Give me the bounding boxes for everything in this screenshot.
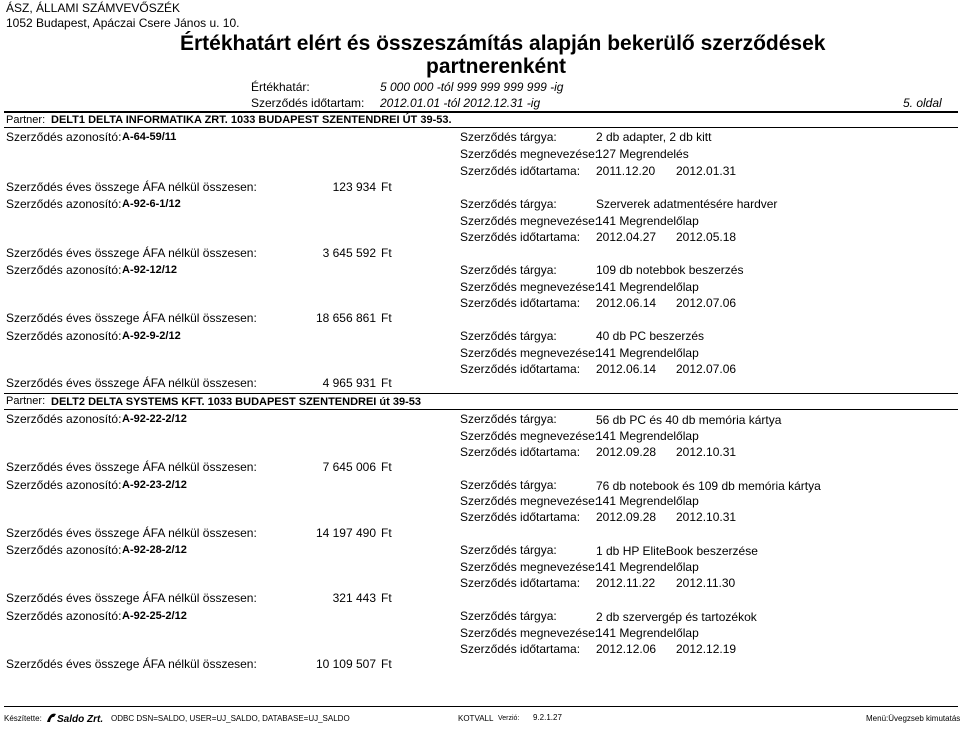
header-divider <box>4 111 958 113</box>
partner-divider <box>4 409 958 410</box>
azonosito-label: Szerződés azonosító: <box>6 329 122 343</box>
contract-name: 141 Megrendelőlap <box>596 494 699 508</box>
azonosito-label: Szerződés azonosító: <box>6 197 122 211</box>
footer-divider <box>4 706 958 707</box>
megnevezese-label: Szerződés megnevezése: <box>460 494 599 508</box>
contract-amount: 10 109 507 <box>315 657 376 671</box>
contract-id: A-92-22-2/12 <box>122 413 187 425</box>
contract-name: 141 Megrendelőlap <box>596 214 699 228</box>
org-address: 1052 Budapest, Apáczai Csere János u. 10. <box>6 16 240 30</box>
contract-amount: 18 656 861 <box>315 311 376 325</box>
megnevezese-label: Szerződés megnevezése: <box>460 147 599 161</box>
contract-to: 2012.11.30 <box>676 576 736 590</box>
targya-label: Szerződés tárgya: <box>460 609 557 623</box>
idotartama-label: Szerződés időtartama: <box>460 296 581 310</box>
odbc-info: ODBC DSN=SALDO, USER=UJ_SALDO, DATABASE=UJ_SALDO <box>111 714 350 723</box>
megnevezese-label: Szerződés megnevezése: <box>460 214 599 228</box>
eves-label: Szerződés éves összege ÁFA nélkül összesen: <box>6 460 257 474</box>
partner-name: DELT1 DELTA INFORMATIKA ZRT. 1033 BUDAPEST SZENTENDREI ÚT 39-53. <box>51 114 452 126</box>
contract-amount: 7 645 006 <box>322 460 376 474</box>
menu-info: Menü:Üvegzseb kimutatás <box>866 714 960 723</box>
megnevezese-label: Szerződés megnevezése: <box>460 346 599 360</box>
contract-from: 2012.09.28 <box>596 445 657 459</box>
contract-to: 2012.01.31 <box>676 164 737 178</box>
azonosito-label: Szerződés azonosító: <box>6 609 122 623</box>
contract-amount: 3 645 592 <box>322 246 376 260</box>
ft-label: Ft <box>381 311 392 325</box>
eves-label: Szerződés éves összege ÁFA nélkül összesen: <box>6 591 257 605</box>
idotartama-label: Szerződés időtartama: <box>460 445 581 459</box>
report-title-line1: Értékhatárt elért és összeszámítás alapján bekerülő szerződések <box>180 32 826 55</box>
contract-subject: Szerverek adatmentésére hardver <box>596 197 778 211</box>
contract-name: 141 Megrendelőlap <box>596 346 699 360</box>
partner-divider <box>4 127 958 128</box>
ft-label: Ft <box>381 246 392 260</box>
partner-divider <box>4 393 958 394</box>
keszitette-label: Készítette: <box>4 714 42 723</box>
eves-label: Szerződés éves összege ÁFA nélkül összesen: <box>6 657 257 671</box>
azonosito-label: Szerződés azonosító: <box>6 412 122 426</box>
contract-from: 2011.12.20 <box>596 164 656 178</box>
org-name: ÁSZ, ÁLLAMI SZÁMVEVŐSZÉK <box>6 1 181 15</box>
azonosito-label: Szerződés azonosító: <box>6 130 122 144</box>
verzio-label: Verzió: <box>498 715 520 722</box>
idotartama-label: Szerződés időtartama: <box>460 576 581 590</box>
contract-subject: 76 db notebook és 109 db memória kártya <box>596 479 821 493</box>
contract-amount: 4 965 931 <box>322 376 376 390</box>
partner-label: Partner: <box>6 395 46 407</box>
contract-id: A-92-6-1/12 <box>122 198 181 210</box>
saldo-logo <box>46 710 104 731</box>
contract-to: 2012.12.19 <box>676 642 737 656</box>
contract-from: 2012.06.14 <box>596 296 657 310</box>
contract-id: A-92-23-2/12 <box>122 479 187 491</box>
megnevezese-label: Szerződés megnevezése: <box>460 429 599 443</box>
ft-label: Ft <box>381 460 392 474</box>
ft-label: Ft <box>381 376 392 390</box>
idotartama-label: Szerződés időtartama: <box>460 230 581 244</box>
partner-name: DELT2 DELTA SYSTEMS KFT. 1033 BUDAPEST SZENTENDREI út 39-53 <box>51 396 421 408</box>
contract-name: 141 Megrendelőlap <box>596 626 699 640</box>
contract-name: 127 Megrendelés <box>596 147 689 161</box>
eves-label: Szerződés éves összege ÁFA nélkül összesen: <box>6 180 257 194</box>
ft-label: Ft <box>381 526 392 540</box>
ft-label: Ft <box>381 180 392 194</box>
contract-subject: 1 db HP EliteBook beszerzése <box>596 544 758 558</box>
targya-label: Szerződés tárgya: <box>460 329 557 343</box>
contract-subject: 2 db adapter, 2 db kitt <box>596 130 712 144</box>
idotartam-label: Szerződés időtartam: <box>251 96 365 110</box>
targya-label: Szerződés tárgya: <box>460 543 557 557</box>
ertekhatar-label: Értékhatár: <box>251 80 310 94</box>
idotartama-label: Szerződés időtartama: <box>460 642 581 656</box>
contract-from: 2012.09.28 <box>596 510 657 524</box>
contract-amount: 321 443 <box>332 591 376 605</box>
contract-to: 2012.07.06 <box>676 362 737 376</box>
targya-label: Szerződés tárgya: <box>460 130 557 144</box>
megnevezese-label: Szerződés megnevezése: <box>460 280 599 294</box>
contract-amount: 123 934 <box>332 180 376 194</box>
contract-subject: 2 db szervergép és tartozékok <box>596 610 757 624</box>
contract-from: 2012.11.22 <box>596 576 656 590</box>
megnevezese-label: Szerződés megnevezése: <box>460 626 599 640</box>
eves-label: Szerződés éves összege ÁFA nélkül összesen: <box>6 526 257 540</box>
report-title-line2: partnerenként <box>426 55 567 78</box>
contract-id: A-92-9-2/12 <box>122 330 181 342</box>
ft-label: Ft <box>381 657 392 671</box>
verzio-value: 9.2.1.27 <box>533 713 562 722</box>
targya-label: Szerződés tárgya: <box>460 478 557 492</box>
contract-to: 2012.07.06 <box>676 296 737 310</box>
eves-label: Szerződés éves összege ÁFA nélkül összesen: <box>6 246 257 260</box>
partner-label: Partner: <box>6 114 46 126</box>
ft-label: Ft <box>381 591 392 605</box>
page-number: 5. oldal <box>903 96 942 110</box>
contract-to: 2012.10.31 <box>676 445 737 459</box>
contract-subject: 40 db PC beszerzés <box>596 329 705 343</box>
azonosito-label: Szerződés azonosító: <box>6 543 122 557</box>
megnevezese-label: Szerződés megnevezése: <box>460 560 599 574</box>
azonosito-label: Szerződés azonosító: <box>6 478 122 492</box>
contract-id: A-92-28-2/12 <box>122 544 187 556</box>
contract-id: A-64-59/11 <box>122 131 177 143</box>
contract-subject: 109 db notebbok beszerzés <box>596 263 744 277</box>
contract-name: 141 Megrendelőlap <box>596 429 699 443</box>
targya-label: Szerződés tárgya: <box>460 412 557 426</box>
eves-label: Szerződés éves összege ÁFA nélkül összesen: <box>6 311 257 325</box>
svg-text:Saldo Zrt.: Saldo Zrt. <box>57 714 104 725</box>
contract-to: 2012.05.18 <box>676 230 737 244</box>
contract-name: 141 Megrendelőlap <box>596 280 699 294</box>
idotartama-label: Szerződés időtartama: <box>460 164 581 178</box>
contract-from: 2012.12.06 <box>596 642 657 656</box>
contract-from: 2012.04.27 <box>596 230 657 244</box>
eves-label: Szerződés éves összege ÁFA nélkül összesen: <box>6 376 257 390</box>
contract-to: 2012.10.31 <box>676 510 737 524</box>
idotartama-label: Szerződés időtartama: <box>460 510 581 524</box>
contract-id: A-92-25-2/12 <box>122 610 187 622</box>
targya-label: Szerződés tárgya: <box>460 263 557 277</box>
contract-from: 2012.06.14 <box>596 362 657 376</box>
ertekhatar-value: 5 000 000 -tól 999 999 999 999 -ig <box>380 80 564 94</box>
contract-amount: 14 197 490 <box>315 526 376 540</box>
contract-subject: 56 db PC és 40 db memória kártya <box>596 413 782 427</box>
idotartama-label: Szerződés időtartama: <box>460 362 581 376</box>
idotartam-value: 2012.01.01 -tól 2012.12.31 -ig <box>380 96 541 110</box>
azonosito-label: Szerződés azonosító: <box>6 263 122 277</box>
targya-label: Szerződés tárgya: <box>460 197 557 211</box>
contract-id: A-92-12/12 <box>122 264 178 276</box>
contract-name: 141 Megrendelőlap <box>596 560 699 574</box>
kotvall-label: KOTVALL <box>458 714 494 723</box>
